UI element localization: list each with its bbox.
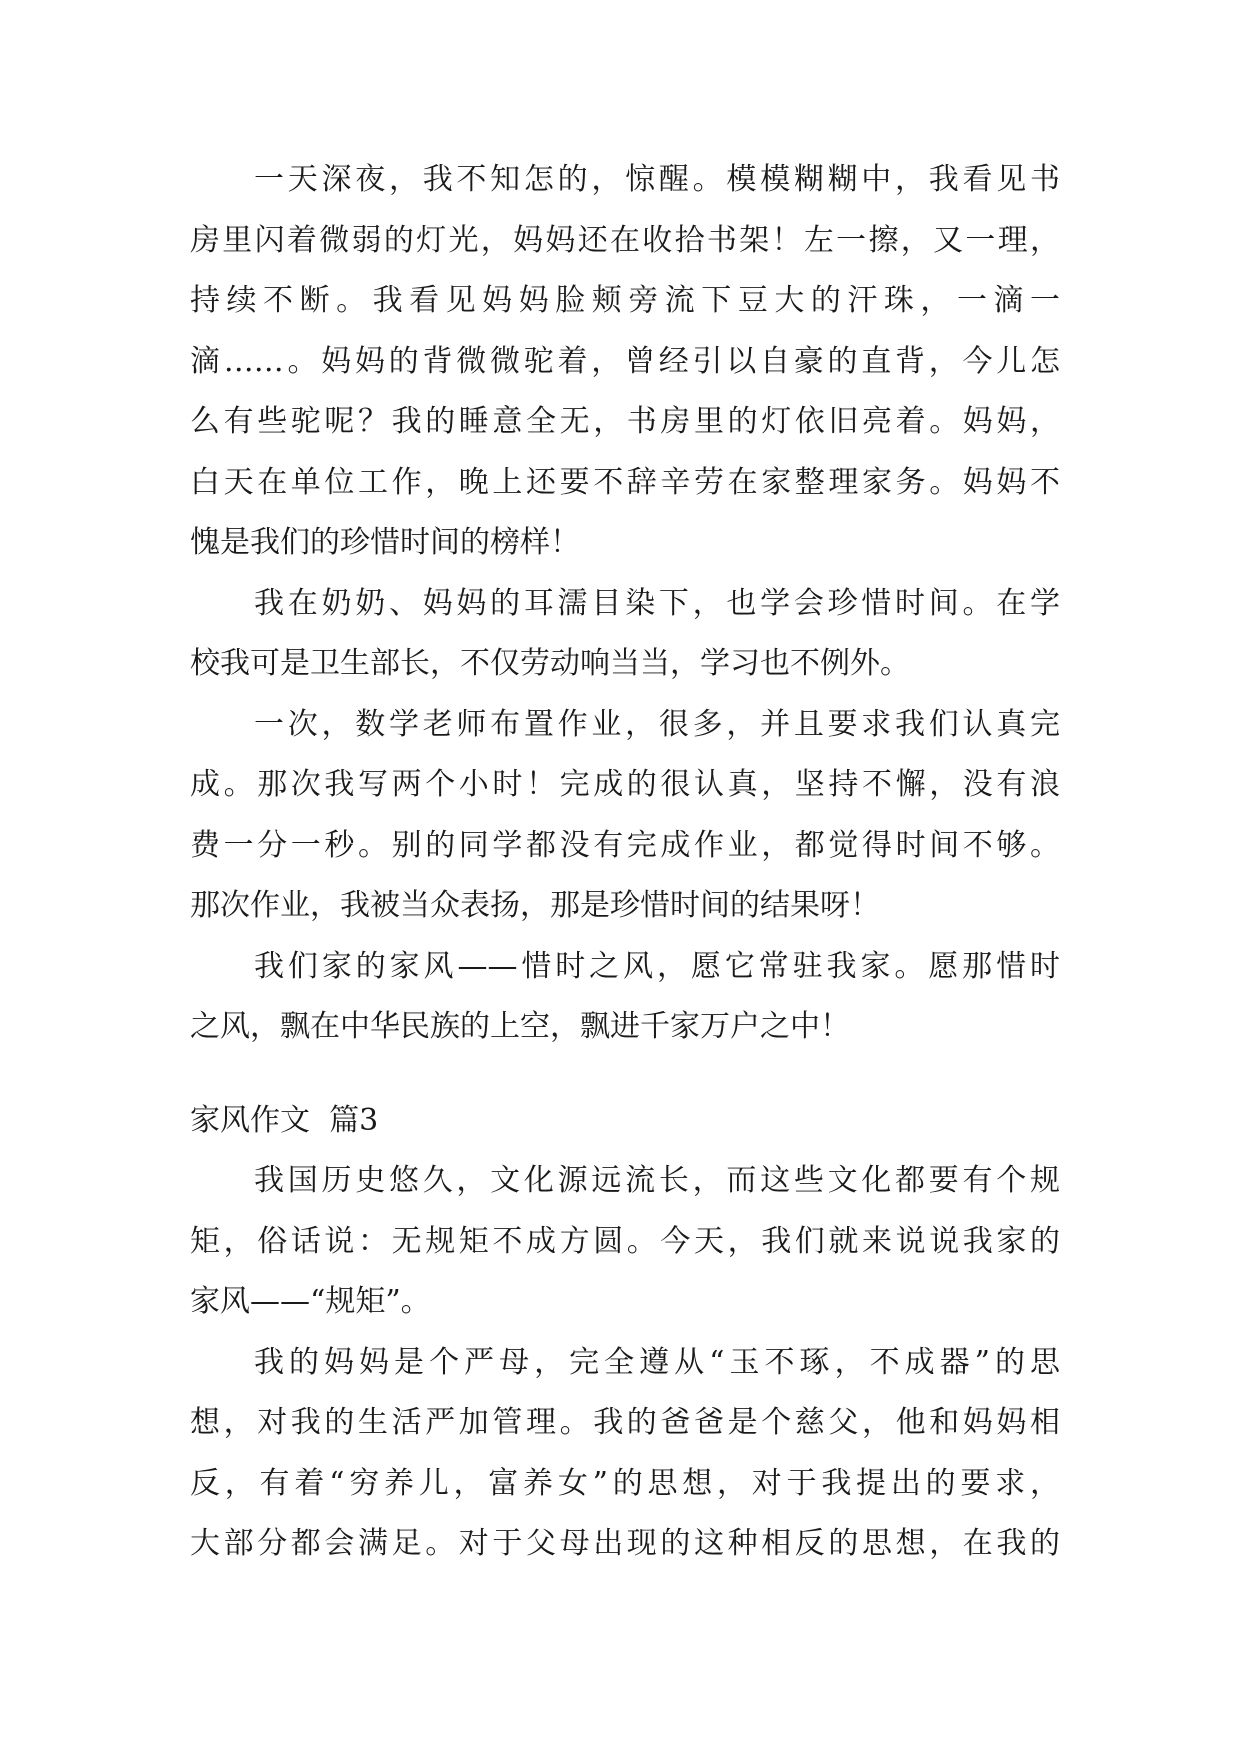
text-line: 大部分都会满足。对于父母出现的这种相反的思想，在我的 — [190, 1526, 1060, 1561]
text-line: 房里闪着微弱的灯光，妈妈还在收拾书架！左一擦，又一理， — [190, 222, 1060, 258]
paragraph — [190, 1333, 1060, 1575]
text-line: 愧是我们的珍惜时间的榜样！ — [190, 525, 580, 560]
section-heading: 家风作文 篇3 — [190, 1102, 379, 1138]
text-line: 矩，俗话说：无规矩不成方圆。今天，我们就来说说我家的 — [190, 1223, 1060, 1259]
paragraph — [190, 150, 1060, 574]
text-line: 校我可是卫生部长，不仅劳动响当当，学习也不例外。 — [190, 646, 910, 681]
text-line: 之风，飘在中华民族的上空，飘进千家万户之中！ — [190, 1009, 850, 1044]
document-body — [190, 150, 1060, 1575]
text-line: 一天深夜，我不知怎的，惊醒。模模糊糊中，我看见书 — [254, 162, 1060, 197]
text-line: 成。那次我写两个小时！完成的很认真，坚持不懈，没有浪 — [190, 767, 1060, 802]
section-spacer — [190, 1058, 1060, 1091]
paragraph — [190, 937, 1060, 1058]
paragraph — [190, 1151, 1060, 1333]
text-line: 反，有着“穷养儿，富养女”的思想，对于我提出的要求， — [190, 1465, 1060, 1501]
text-line: 家风——“规矩”。 — [190, 1284, 431, 1319]
text-line: 我国历史悠久，文化源远流长，而这些文化都要有个规 — [254, 1163, 1060, 1198]
text-line: 么有些驼呢？我的睡意全无，书房里的灯依旧亮着。妈妈， — [190, 404, 1060, 439]
text-line: 白天在单位工作，晚上还要不辞辛劳在家整理家务。妈妈不 — [190, 464, 1060, 500]
paragraph — [190, 695, 1060, 937]
text-line: 持续不断。我看见妈妈脸颊旁流下豆大的汗珠，一滴一 — [190, 283, 1060, 318]
text-line: 滴……。妈妈的背微微驼着，曾经引以自豪的直背，今儿怎 — [190, 343, 1060, 379]
text-line: 我们家的家风——惜时之风，愿它常驻我家。愿那惜时 — [254, 948, 1060, 984]
paragraph — [190, 574, 1060, 695]
text-line: 费一分一秒。别的同学都没有完成作业，都觉得时间不够。 — [190, 827, 1060, 863]
text-line: 我的妈妈是个严母，完全遵从“玉不琢，不成器”的思 — [254, 1344, 1060, 1380]
text-line: 一次，数学老师布置作业，很多，并且要求我们认真完 — [254, 706, 1060, 742]
text-line: 我在奶奶、妈妈的耳濡目染下，也学会珍惜时间。在学 — [254, 585, 1060, 621]
text-line: 那次作业，我被当众表扬，那是珍惜时间的结果呀！ — [190, 888, 880, 923]
text-line: 想，对我的生活严加管理。我的爸爸是个慈父，他和妈妈相 — [190, 1405, 1060, 1440]
